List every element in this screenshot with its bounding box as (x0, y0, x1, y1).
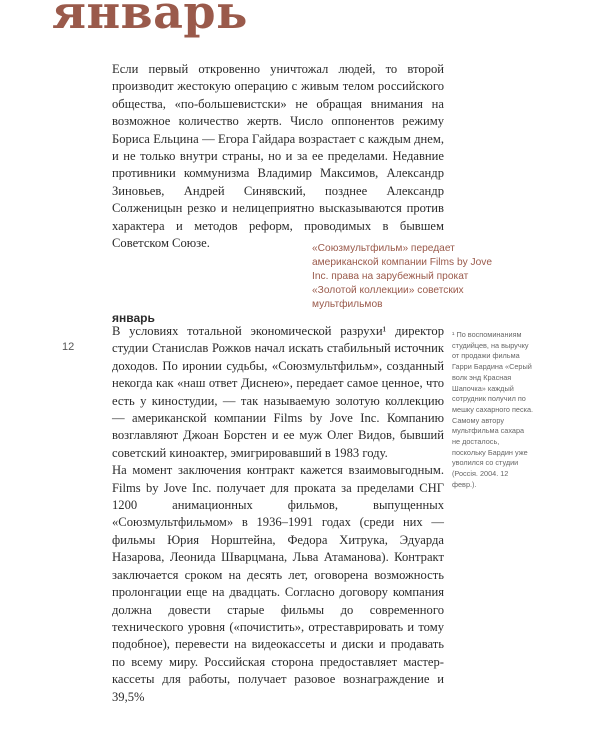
body-paragraph-1: В условиях тотальной экономической разрухи¹ директор студии Станислав Рожков начал искать стабильный источник доходов. По иронии судьбы, «Союзмультфильм», созданный некогда как «наш ответ Диснею», передает самое ценное, что есть у киностудии, — так называемую золотую коллекцию — американской компании Films by Jove Inc. Компанию возглавляют Джоан Борстен и ее муж Олег Видов, бывший советский киноактер, эмигрировавший в 1983 году. (112, 324, 444, 460)
intro-paragraph: Если первый откровенно уничтожал людей, то второй производит жестокую операцию с живым телом российского общества, «по-большевистски» не обращая внимания на возможное количество жертв. Число оппонентов режиму Бориса Ельцина — Егора Гайдара возрастает с каждым днем, и не только внутри страны, но и за ее пределами. Недавние противники коммунизма Владимир Максимов, Александр Зиновьев, Андрей Синявский, позднее Александр Солженицын резко и нелицеприятно высказываются против характера и методов реформ, проводимых в бывшем Советском Союзе. (112, 62, 444, 251)
month-title: январь (52, 0, 248, 39)
section-heading: январь (112, 311, 155, 325)
page-number: 12 (62, 341, 75, 353)
footnote: ¹ По воспоминаниям студийцев, на выручку от продажи фильма Гарри Бардина «Серый волк энд Красная Шапочка» каждый сотрудник получил по мешку сахарного песка. Самому автору мультфильма сахара не досталось, поскольку Бардин уже уволился со студии (Россія. 2004. 12 февр.). (452, 330, 534, 489)
event-caption: «Союзмультфильм» передает американской компании Films by Jove Inc. права на зарубежный прокат «Золотой коллекции» советских мультфильмов (312, 243, 493, 310)
body-text (112, 323, 444, 706)
body-paragraph-2: На момент заключения контракт кажется взаимовыгодным. Films by Jove Inc. получает для проката за пределами СНГ 1200 анимационных фильмов, выпущенных «Союзмультфильмом» в 1936–1991 годах (среди них — фильмы Юрия Норштейна, Федора Хитрука, Эдуарда Назарова, Леонида Шварцмана, Льва Атаманова). Контракт заключается сроком на десять лет, оговорена возможность пролонгации еще на двадцать. Согласно договору компания должна довести старые фильмы до современного технического уровня («почистить», отреставрировать и тому подобное), перевести на видеокассеты и диски и продавать по всему миру. Российская сторона предоставляет мастер-кассеты для работы, получает разовое вознаграждение и 39,5% (112, 463, 444, 704)
